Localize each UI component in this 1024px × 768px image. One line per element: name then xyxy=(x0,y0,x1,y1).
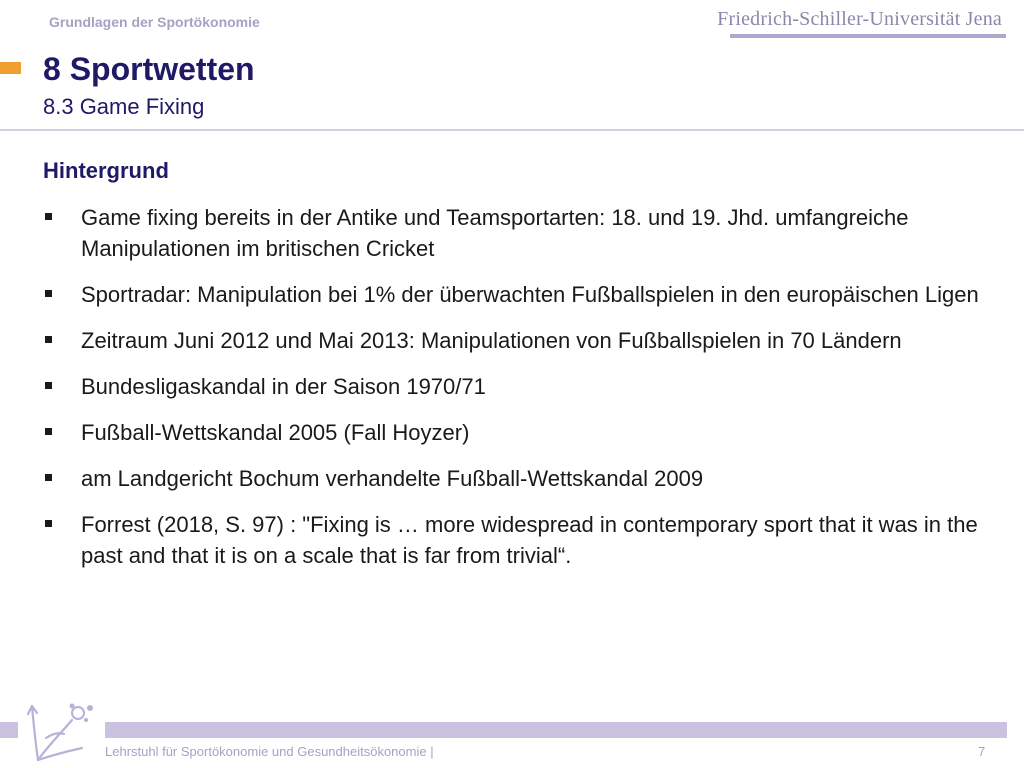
bullet-text: am Landgericht Bochum verhandelte Fußball-Wettskandal 2009 xyxy=(81,466,704,491)
footer-bar xyxy=(105,722,1007,738)
list-item xyxy=(43,202,1003,264)
square-bullet-icon xyxy=(45,213,52,220)
square-bullet-icon xyxy=(45,336,52,343)
bullet-text: Bundesligaskandal in der Saison 1970/71 xyxy=(81,374,486,399)
bullet-list xyxy=(43,202,1003,586)
list-item xyxy=(43,279,1003,310)
square-bullet-icon xyxy=(45,520,52,527)
bullet-text: Zeitraum Juni 2012 und Mai 2013: Manipulationen von Fußballspielen in 70 Ländern xyxy=(81,328,902,353)
university-name: Friedrich-Schiller-Universität Jena xyxy=(717,8,1002,30)
list-item xyxy=(43,509,1003,571)
bullet-text: Game fixing bereits in der Antike und Teamsportarten: 18. und 19. Jhd. umfangreiche Manipulationen im britischen Cricket xyxy=(81,205,909,261)
course-title: Grundlagen der Sportökonomie xyxy=(49,14,260,30)
bullet-text: Sportradar: Manipulation bei 1% der überwachten Fußballspielen in den europäischen Ligen xyxy=(81,282,979,307)
footer-chair-text: Lehrstuhl für Sportökonomie und Gesundheitsökonomie | xyxy=(105,744,434,759)
slide-subtitle: 8.3 Game Fixing xyxy=(43,94,205,119)
page-number: 7 xyxy=(978,744,986,759)
square-bullet-icon xyxy=(45,474,52,481)
sport-logo-icon xyxy=(24,698,100,764)
list-item xyxy=(43,463,1003,494)
bullet-text: Fußball-Wettskandal 2005 (Fall Hoyzer) xyxy=(81,420,470,445)
square-bullet-icon xyxy=(45,290,52,297)
bullet-text: Forrest (2018, S. 97) : "Fixing is … more widespread in contemporary sport that it was in the past and that it is on a scale that is far from trivial“. xyxy=(81,512,978,568)
list-item xyxy=(43,371,1003,402)
title-divider xyxy=(0,129,1024,131)
square-bullet-icon xyxy=(45,428,52,435)
header-accent-line xyxy=(730,34,1006,38)
footer-bar-left xyxy=(0,722,18,738)
section-heading: Hintergrund xyxy=(43,158,169,183)
square-bullet-icon xyxy=(45,382,52,389)
slide-title: 8 Sportwetten xyxy=(43,51,255,87)
title-marker xyxy=(0,62,21,74)
list-item xyxy=(43,325,1003,356)
list-item xyxy=(43,417,1003,448)
